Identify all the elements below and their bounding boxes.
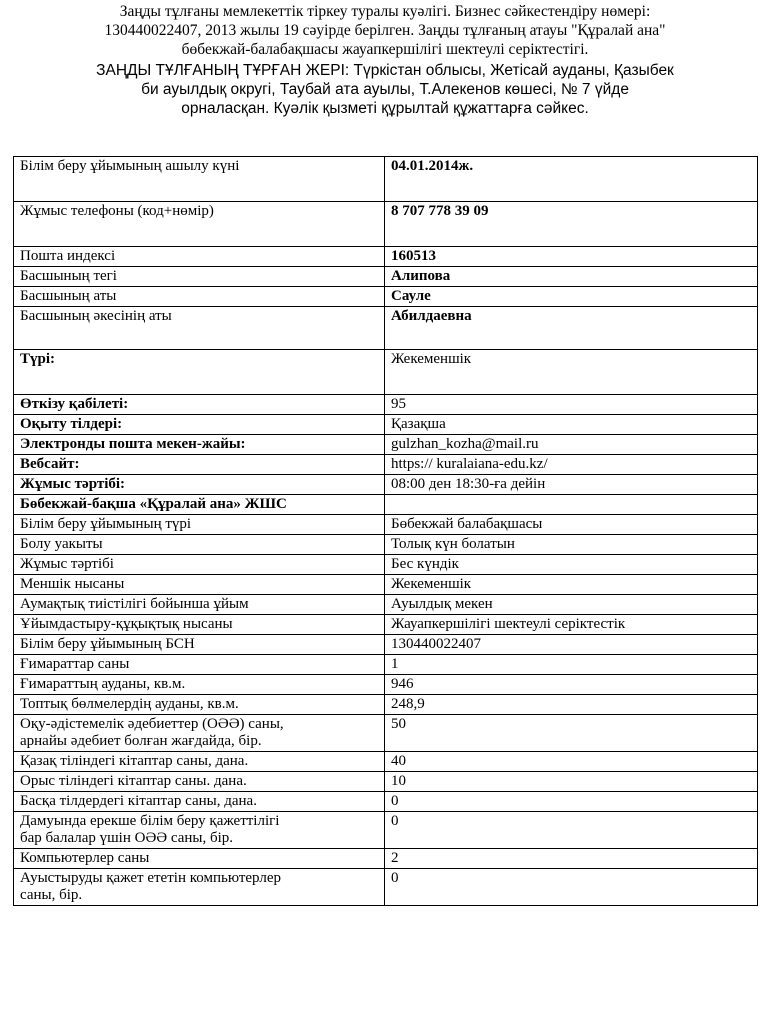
type-value: Жекеменшік [385, 350, 758, 395]
table-row [14, 595, 758, 615]
row-label: Басшының аты [14, 287, 385, 307]
row-label-line-1: Дамуында ерекше білім беру қажеттілігі [20, 813, 280, 829]
row-value: 50 [385, 715, 758, 752]
row-label: Жұмыс тәртібі: [14, 475, 385, 495]
row-label: Өткізу қабілеті: [14, 395, 385, 415]
capacity-value: 95 [385, 395, 758, 415]
row-value: 10 [385, 772, 758, 792]
row-value: Жауапкершілігі шектеулі серіктестік [385, 615, 758, 635]
row-value: Жекеменшік [385, 575, 758, 595]
row-value: Толық күн болатын [385, 535, 758, 555]
address-text [0, 61, 770, 118]
table-row [14, 535, 758, 555]
table-row [14, 715, 758, 752]
row-value: 1 [385, 655, 758, 675]
table-row [14, 515, 758, 535]
row-label: Білім беру ұйымының БСН [14, 635, 385, 655]
table-row [14, 792, 758, 812]
row-label: Қазақ тіліндегі кітаптар саны, дана. [14, 752, 385, 772]
row-label [14, 812, 385, 849]
row-value: 2 [385, 849, 758, 869]
head-name-value: Сауле [385, 287, 758, 307]
row-value: Ауылдық мекен [385, 595, 758, 615]
row-value: 0 [385, 812, 758, 849]
row-label: Жұмыс тәртібі [14, 555, 385, 575]
table-row [14, 157, 758, 202]
registration-line-2: 130440022407, 2013 жылы 19 сәуірде берілген. Заңды тұлғаның атауы "Құралай ана" [104, 22, 666, 39]
row-label: Басшының тегі [14, 267, 385, 287]
table-row [14, 247, 758, 267]
row-label: Орыс тіліндегі кітаптар саны. дана. [14, 772, 385, 792]
table-row [14, 575, 758, 595]
languages-value: Қазақша [385, 415, 758, 435]
postal-code-value: 160513 [385, 247, 758, 267]
row-label: Болу уакыты [14, 535, 385, 555]
row-label: Электронды пошта мекен-жайы: [14, 435, 385, 455]
row-label: Аумақтық тиістілігі бойынша ұйым [14, 595, 385, 615]
table-row [14, 555, 758, 575]
phone-value: 8 707 778 39 09 [385, 202, 758, 247]
table-row [14, 675, 758, 695]
opening-date-value: 04.01.2014ж. [385, 157, 758, 202]
table-row [14, 655, 758, 675]
row-label: Білім беру ұйымының түрі [14, 515, 385, 535]
row-value: 946 [385, 675, 758, 695]
row-label: Жұмыс телефоны (код+нөмір) [14, 202, 385, 247]
head-patronymic-value: Абилдаевна [385, 307, 758, 350]
table-row [14, 772, 758, 792]
row-label: Басқа тілдердегі кітаптар саны, дана. [14, 792, 385, 812]
row-label: Түрі: [14, 350, 385, 395]
table-row [14, 267, 758, 287]
row-label [14, 869, 385, 906]
email-value: gulzhan_kozha@mail.ru [385, 435, 758, 455]
row-label: Ұйымдастыру-құқықтық нысаны [14, 615, 385, 635]
document-header [0, 2, 770, 118]
row-label: Пошта индексі [14, 247, 385, 267]
table-row [14, 202, 758, 247]
row-label: Компьютерлер саны [14, 849, 385, 869]
table-row [14, 475, 758, 495]
section-title: Бөбекжай-бақша «Құралай ана» ЖШС [14, 495, 385, 515]
address-line-3: орналасқан. Куәлік қызметі құрылтай құжаттарға сәйкес. [181, 100, 589, 117]
registration-line-3: бөбекжай-балабақшасы жауапкершілігі шектеулі серіктестігі. [181, 41, 589, 58]
organization-info-table [13, 156, 758, 906]
row-label: Меншік нысаны [14, 575, 385, 595]
table-row [14, 395, 758, 415]
row-label [14, 715, 385, 752]
table-row [14, 455, 758, 475]
website-value: https:// kuralaiana-edu.kz/ [385, 455, 758, 475]
table-row [14, 752, 758, 772]
table-row [14, 812, 758, 849]
table-row [14, 849, 758, 869]
row-value: Бөбекжай балабақшасы [385, 515, 758, 535]
table-row [14, 615, 758, 635]
table-row [14, 287, 758, 307]
row-label: Білім беру ұйымының ашылу күні [14, 157, 385, 202]
row-label-line-1: Оқу-әдістемелік әдебиеттер (ОӘӘ) саны, [20, 716, 284, 732]
row-value [385, 495, 758, 515]
head-surname-value: Алипова [385, 267, 758, 287]
row-label-line-2: бар балалар үшін ОӘӘ саны, бір. [20, 830, 234, 846]
row-value: 0 [385, 869, 758, 906]
registration-text [0, 2, 770, 59]
row-label: Топтық бөлмелердің ауданы, кв.м. [14, 695, 385, 715]
row-label-line-2: арнайы әдебиет болған жағдайда, бір. [20, 733, 262, 749]
row-value: Бес күндік [385, 555, 758, 575]
table-row [14, 350, 758, 395]
address-line-2: би ауылдық округі, Таубай ата ауылы, Т.Алекенов көшесі, № 7 үйде [141, 81, 629, 98]
row-label-line-2: саны, бір. [20, 887, 83, 903]
row-label: Ғимараттың ауданы, кв.м. [14, 675, 385, 695]
schedule-value: 08:00 ден 18:30-ға дейін [385, 475, 758, 495]
row-value: 130440022407 [385, 635, 758, 655]
row-value: 0 [385, 792, 758, 812]
table-row [14, 415, 758, 435]
registration-line-1: Заңды тұлғаны мемлекеттік тіркеу туралы куәлігі. Бизнес сәйкестендіру нөмері: [119, 3, 651, 20]
row-label: Басшының әкесінің аты [14, 307, 385, 350]
address-line-1: ЗАҢДЫ ТҰЛҒАНЫҢ ТҰРҒАН ЖЕРІ: Түркістан облысы, Жетісай ауданы, Қазыбек [96, 62, 674, 79]
table-row [14, 695, 758, 715]
table-row [14, 495, 758, 515]
row-label-line-1: Ауыстыруды қажет ететін компьютерлер [20, 870, 281, 886]
table-row [14, 435, 758, 455]
row-value: 40 [385, 752, 758, 772]
row-label: Оқыту тілдері: [14, 415, 385, 435]
table-row [14, 307, 758, 350]
row-label: Вебсайт: [14, 455, 385, 475]
table-row [14, 869, 758, 906]
row-value: 248,9 [385, 695, 758, 715]
table-row [14, 635, 758, 655]
row-label: Ғимараттар саны [14, 655, 385, 675]
